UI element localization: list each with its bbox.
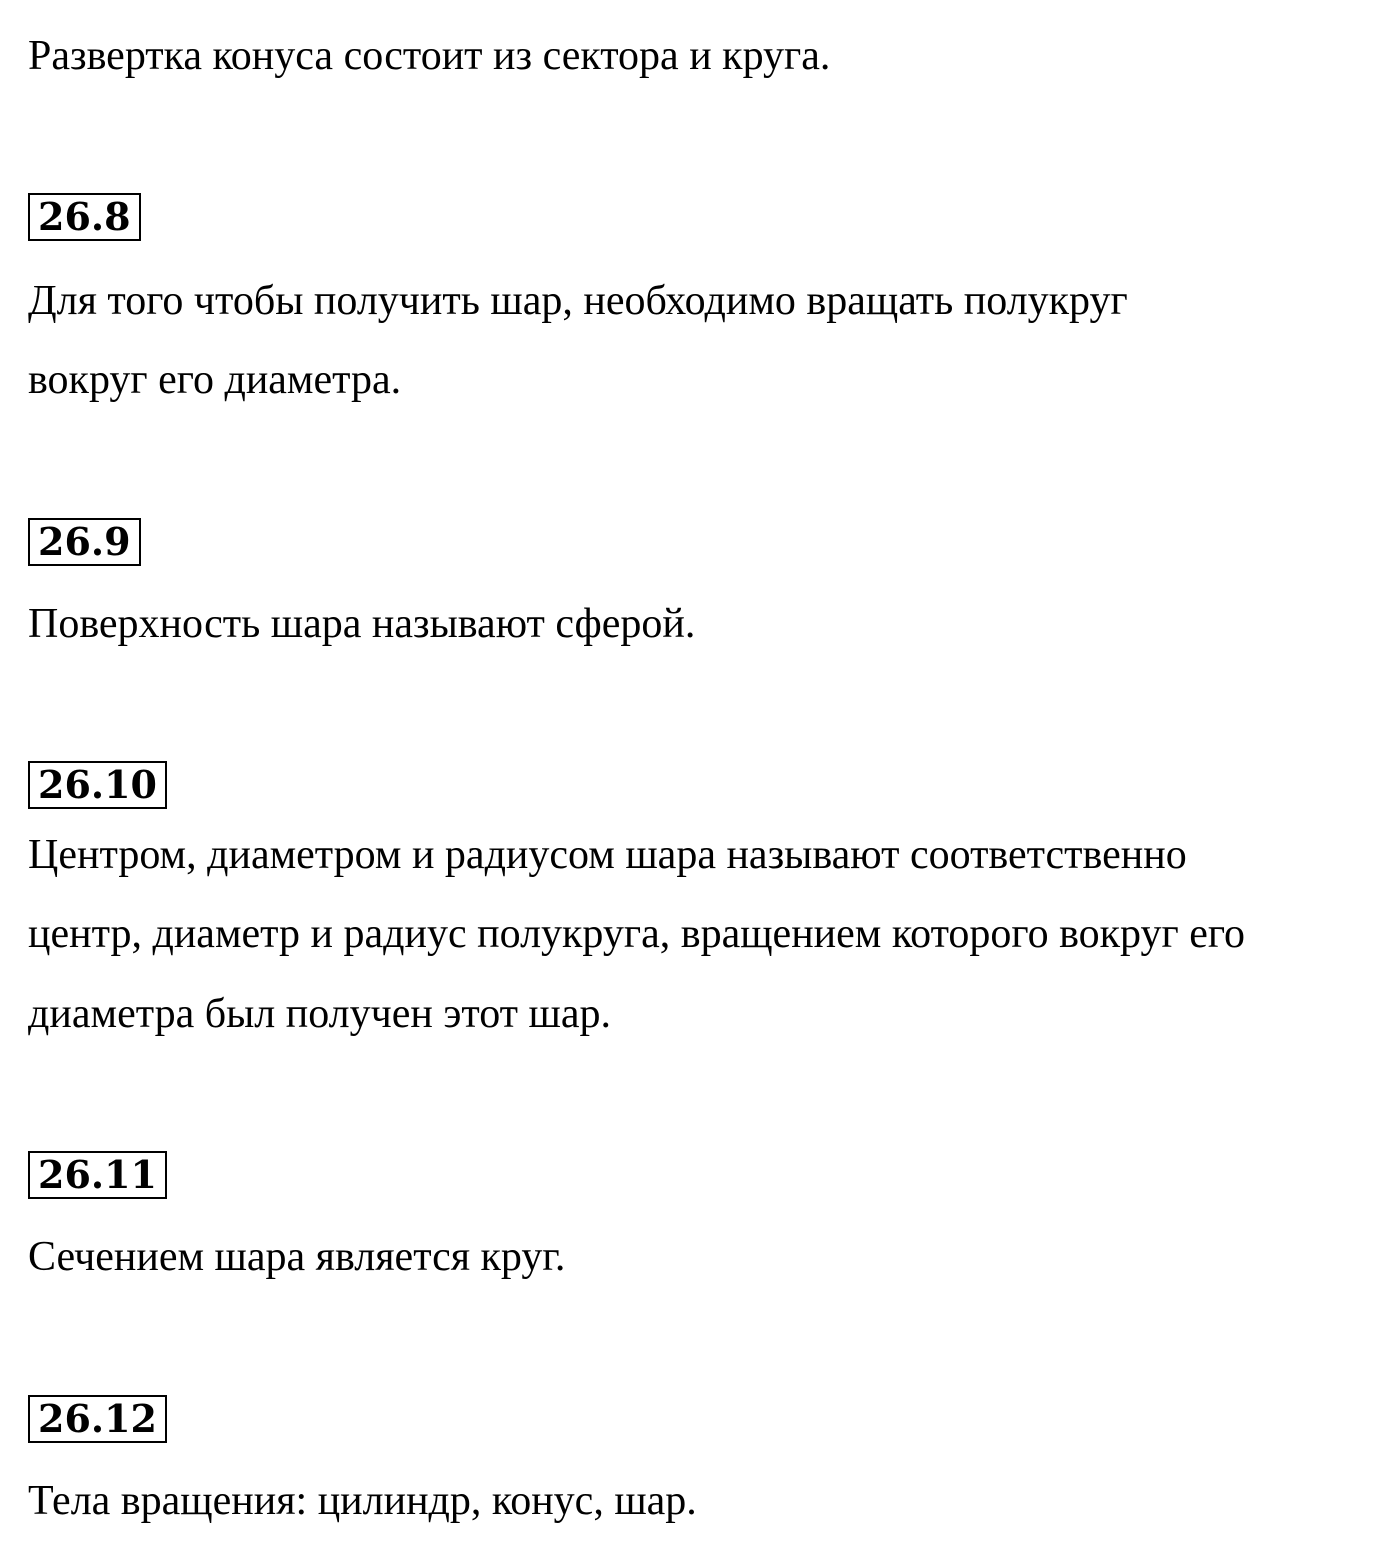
problem-number-26-10: 26.10 [28, 761, 167, 809]
answer-text-26-10-line-2: центр, диаметр и радиус полукруга, вращением которого вокруг его [28, 911, 1246, 957]
problem-number-26-11: 26.11 [28, 1151, 167, 1199]
answer-text-26-10-line-1: Центром, диаметром и радиусом шара называют соответственно [28, 832, 1187, 878]
answer-text-26-12-line-1: Тела вращения: цилиндр, конус, шар. [28, 1478, 697, 1524]
answer-text-26-10-line-3: диаметра был получен этот шар. [28, 991, 611, 1037]
problem-number-26-8: 26.8 [28, 193, 141, 241]
intro-text: Развертка конуса состоит из сектора и круга. [28, 33, 831, 79]
problem-number-26-12: 26.12 [28, 1395, 167, 1443]
answer-text-26-11-line-1: Сечением шара является круг. [28, 1234, 566, 1280]
answer-text-26-9-line-1: Поверхность шара называют сферой. [28, 601, 696, 647]
answer-text-26-8-line-1: Для того чтобы получить шар, необходимо вращать полукруг [28, 278, 1128, 324]
problem-number-26-9: 26.9 [28, 518, 141, 566]
answer-text-26-8-line-2: вокруг его диаметра. [28, 357, 402, 403]
